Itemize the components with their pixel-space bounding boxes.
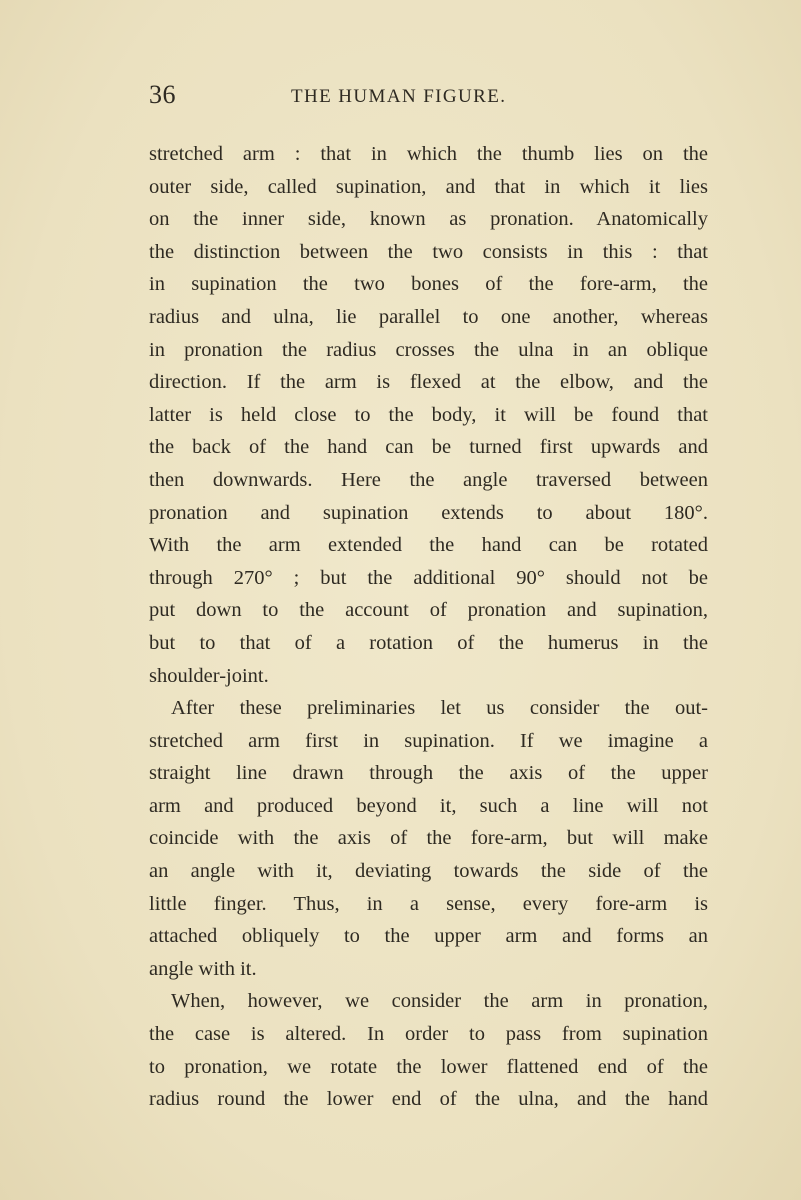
text-line: radius round the lower end of the ulna, and the hand <box>149 1088 708 1111</box>
text-line: pronation and supination extends to about 180°. <box>149 501 708 524</box>
text-line: in pronation the radius crosses the ulna in an oblique <box>149 338 708 361</box>
text-line: direction. If the arm is flexed at the elbow, and the <box>149 371 708 394</box>
running-head: THE HUMAN FIGURE. <box>291 86 507 107</box>
text-line: After these preliminaries let us consider the out- <box>171 697 708 720</box>
page-number: 36 <box>149 80 176 109</box>
text-line: arm and produced beyond it, such a line will not <box>149 794 708 817</box>
text-line: stretched arm : that in which the thumb lies on the <box>149 143 708 165</box>
text-line: put down to the account of pronation and supination, <box>149 599 708 622</box>
text-line: to pronation, we rotate the lower flattened end of the <box>149 1055 708 1078</box>
text-line: latter is held close to the body, it will be found that <box>149 403 708 426</box>
text-line: angle with it. <box>149 957 257 980</box>
text-line: in supination the two bones of the fore-arm, the <box>149 273 708 296</box>
text-line: With the arm extended the hand can be rotated <box>149 534 708 557</box>
text-line: the distinction between the two consists in this : that <box>149 240 708 263</box>
text-line: stretched arm first in supination. If we imagine a <box>149 729 708 752</box>
text-line: the back of the hand can be turned first upwards and <box>149 436 708 459</box>
text-line: on the inner side, known as pronation. Anatomically <box>149 208 708 231</box>
body-text <box>149 138 708 1116</box>
text-line: then downwards. Here the angle traversed between <box>149 468 708 491</box>
text-line: coincide with the axis of the fore-arm, but will make <box>149 827 708 850</box>
text-line: attached obliquely to the upper arm and forms an <box>149 925 708 948</box>
text-line: but to that of a rotation of the humerus in the <box>149 631 708 654</box>
text-line: shoulder-joint. <box>149 664 269 687</box>
text-line: outer side, called supination, and that in which it lies <box>149 175 708 198</box>
text-line: straight line drawn through the axis of the upper <box>149 762 708 785</box>
text-line: radius and ulna, lie parallel to one another, whereas <box>149 305 708 328</box>
text-line: through 270° ; but the additional 90° should not be <box>149 566 708 589</box>
text-line: When, however, we consider the arm in pronation, <box>171 990 708 1013</box>
page-header <box>149 80 709 120</box>
text-line: little finger. Thus, in a sense, every fore-arm is <box>149 892 708 915</box>
text-line: an angle with it, deviating towards the side of the <box>149 860 708 883</box>
text-line: the case is altered. In order to pass from supination <box>149 1023 708 1046</box>
